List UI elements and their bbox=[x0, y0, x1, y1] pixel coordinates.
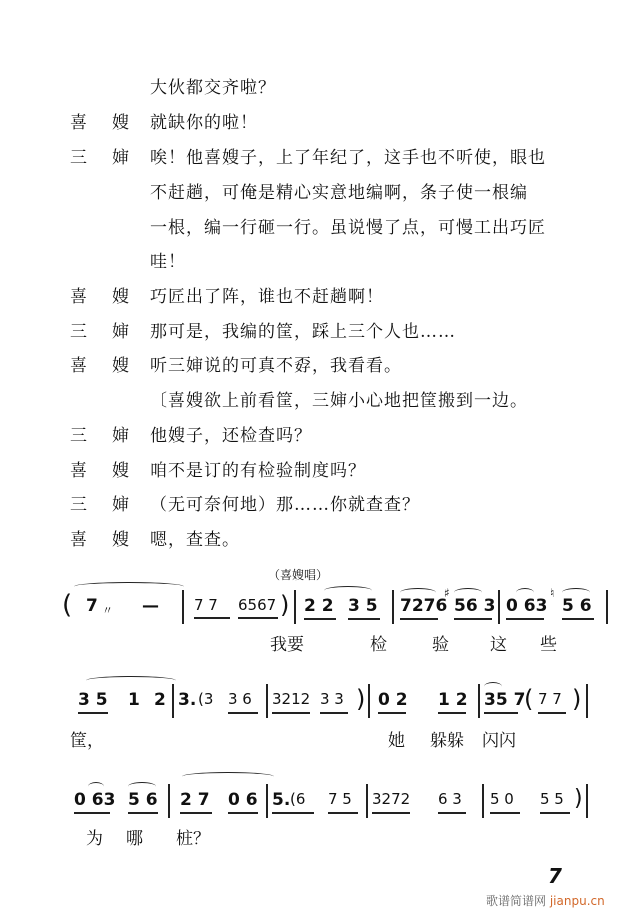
underline bbox=[194, 617, 230, 619]
note: ) bbox=[356, 685, 366, 713]
speaker-name bbox=[70, 148, 130, 168]
note: ) bbox=[572, 685, 582, 713]
speaker-name bbox=[70, 356, 130, 376]
note: 5 6 bbox=[562, 596, 592, 616]
lyric: 筐， bbox=[70, 731, 104, 751]
speaker-char: 三 bbox=[70, 148, 88, 168]
bar-line bbox=[172, 684, 174, 718]
note: 2 7 bbox=[180, 790, 210, 810]
underline bbox=[438, 712, 466, 714]
bar-line bbox=[586, 684, 588, 718]
underline bbox=[238, 617, 278, 619]
slur bbox=[182, 772, 274, 781]
natural-icon: ♮ bbox=[550, 586, 555, 600]
note: 6 3 bbox=[438, 790, 462, 808]
slur bbox=[324, 586, 372, 595]
lyric: 这 bbox=[490, 635, 507, 655]
note: 3212 bbox=[272, 690, 311, 708]
note: 2 bbox=[154, 690, 166, 710]
dialogue-text: 嗯，查查。 bbox=[150, 530, 240, 550]
note: 0 63 bbox=[506, 596, 548, 616]
underline bbox=[228, 812, 258, 814]
speaker-char: 喜 bbox=[70, 113, 88, 133]
speaker-char: 婶 bbox=[112, 495, 130, 515]
note: 3272 bbox=[372, 790, 411, 808]
underline bbox=[304, 618, 336, 620]
dialogue-text: 听三婶说的可真不孬，我看看。 bbox=[150, 356, 402, 376]
underline bbox=[540, 812, 570, 814]
score-row-1 bbox=[62, 586, 592, 636]
note: ) bbox=[574, 786, 583, 811]
tremolo-mark: 〃 bbox=[102, 604, 113, 617]
watermark-cn: 歌谱简谱网 bbox=[486, 894, 547, 908]
underline bbox=[506, 618, 544, 620]
bar-line bbox=[606, 590, 608, 624]
dialogue-text: 巧匠出了阵，谁也不赶趟啊！ bbox=[150, 287, 384, 307]
bar-line bbox=[366, 784, 368, 818]
note: (6 bbox=[290, 790, 306, 808]
note: ) bbox=[280, 591, 290, 619]
underline bbox=[74, 812, 110, 814]
watermark-site: jianpu.cn bbox=[549, 894, 605, 908]
speaker-char: 喜 bbox=[70, 461, 88, 481]
dialogue-text: 他嫂子，还检查吗？ bbox=[150, 426, 312, 446]
bar-line bbox=[266, 684, 268, 718]
lyric: 为 bbox=[86, 829, 103, 849]
speaker-name bbox=[70, 530, 130, 550]
note: 3 5 bbox=[78, 690, 108, 710]
note: 0 2 bbox=[378, 690, 408, 710]
bar-line bbox=[168, 784, 170, 818]
bar-line bbox=[478, 684, 480, 718]
page-number: 7 bbox=[548, 864, 562, 888]
underline bbox=[438, 812, 466, 814]
slur bbox=[86, 676, 176, 685]
note: 1 2 bbox=[438, 690, 468, 710]
underline bbox=[372, 812, 410, 814]
speaker-char: 嫂 bbox=[112, 356, 130, 376]
underline bbox=[180, 812, 212, 814]
note: 0 6 bbox=[228, 790, 258, 810]
stage-direction-text: 〔喜嫂欲上前看筐，三婶小心地把筐搬到一边。 bbox=[150, 391, 528, 411]
underline bbox=[348, 618, 380, 620]
lyric: 她 bbox=[388, 731, 405, 751]
underline bbox=[490, 812, 520, 814]
bar-line bbox=[266, 784, 268, 818]
underline bbox=[484, 712, 518, 714]
bar-line bbox=[498, 590, 500, 624]
lyric: 我要 bbox=[270, 635, 304, 655]
underline bbox=[272, 712, 310, 714]
speaker-name bbox=[70, 113, 130, 133]
watermark bbox=[486, 892, 605, 909]
speaker-char: 三 bbox=[70, 322, 88, 342]
dialogue-text: 咱不是订的有检验制度吗？ bbox=[150, 461, 366, 481]
dialogue-text: 一根，编一行砸一行。虽说慢了点，可慢工出巧匠 bbox=[150, 218, 546, 238]
note: ( bbox=[62, 590, 73, 620]
note: 5 0 bbox=[490, 790, 514, 808]
note: 0 63 bbox=[74, 790, 116, 810]
sharp-icon: ♯ bbox=[444, 586, 450, 600]
speaker-char: 婶 bbox=[112, 322, 130, 342]
underline bbox=[78, 712, 108, 714]
dialogue-text: 哇！ bbox=[150, 252, 186, 272]
bar-line bbox=[294, 590, 296, 624]
note: 35 7 bbox=[484, 690, 526, 710]
note: 7 7 bbox=[538, 690, 562, 708]
speaker-char: 嫂 bbox=[112, 113, 130, 133]
dialogue-text: 就缺你的啦！ bbox=[150, 113, 258, 133]
note: — bbox=[142, 596, 159, 616]
speaker-char: 嫂 bbox=[112, 530, 130, 550]
lyric: 桩？ bbox=[176, 829, 210, 849]
underline bbox=[378, 712, 406, 714]
underline bbox=[128, 812, 158, 814]
bar-line bbox=[392, 590, 394, 624]
underline bbox=[272, 812, 314, 814]
singer-cue: （喜嫂唱） bbox=[268, 568, 329, 582]
lyric: 哪 bbox=[126, 829, 143, 849]
dialogue-text: 大伙都交齐啦？ bbox=[150, 78, 276, 98]
dialogue-text: （无可奈何地）那……你就查查？ bbox=[150, 495, 420, 515]
underline bbox=[538, 712, 566, 714]
speaker-char: 喜 bbox=[70, 356, 88, 376]
speaker-name bbox=[70, 322, 130, 342]
lyric: 躲躲 bbox=[430, 731, 464, 751]
dialogue-text: 不赶趟，可俺是精心实意地编啊，条子使一根编 bbox=[150, 183, 528, 203]
underline bbox=[228, 712, 258, 714]
note: (3 bbox=[198, 690, 214, 708]
score-row-2 bbox=[62, 685, 592, 730]
note: 6567 bbox=[238, 596, 277, 614]
speaker-char: 喜 bbox=[70, 530, 88, 550]
dialogue-text: 唉！他喜嫂子，上了年纪了，这手也不听使，眼也 bbox=[150, 148, 546, 168]
speaker-name bbox=[70, 461, 130, 481]
speaker-name bbox=[70, 495, 130, 515]
note: 5 6 bbox=[128, 790, 158, 810]
speaker-name bbox=[70, 287, 130, 307]
bar-line bbox=[368, 684, 370, 718]
note: 7 bbox=[86, 596, 98, 616]
note: 5. bbox=[272, 790, 291, 810]
dialogue-text: 那可是，我编的筐，踩上三个人也…… bbox=[150, 322, 456, 342]
speaker-char: 三 bbox=[70, 426, 88, 446]
underline bbox=[454, 618, 492, 620]
note: 2 2 bbox=[304, 596, 334, 616]
underline bbox=[328, 812, 358, 814]
bar-line bbox=[586, 784, 588, 818]
note: 3 5 bbox=[348, 596, 378, 616]
lyric: 些 bbox=[540, 635, 557, 655]
bar-line bbox=[482, 784, 484, 818]
lyric: 验 bbox=[432, 635, 449, 655]
note: 1 bbox=[128, 690, 140, 710]
speaker-char: 嫂 bbox=[112, 287, 130, 307]
note: 56 3 bbox=[454, 596, 496, 616]
speaker-char: 喜 bbox=[70, 287, 88, 307]
underline bbox=[320, 712, 348, 714]
underline bbox=[562, 618, 594, 620]
speaker-char: 嫂 bbox=[112, 461, 130, 481]
speaker-char: 婶 bbox=[112, 148, 130, 168]
note: 7276 bbox=[400, 596, 448, 616]
note: 7 5 bbox=[328, 790, 352, 808]
lyric: 检 bbox=[370, 635, 387, 655]
note: 3. bbox=[178, 690, 197, 710]
note: 3 3 bbox=[320, 690, 344, 708]
speaker-char: 三 bbox=[70, 495, 88, 515]
bar-line bbox=[182, 590, 184, 624]
note: 5 5 bbox=[540, 790, 564, 808]
slur bbox=[74, 582, 184, 591]
note: ( bbox=[524, 685, 534, 713]
note: 3 6 bbox=[228, 690, 252, 708]
lyric: 闪闪 bbox=[482, 731, 516, 751]
speaker-name bbox=[70, 426, 130, 446]
speaker-char: 婶 bbox=[112, 426, 130, 446]
note: 7 7 bbox=[194, 596, 218, 614]
underline bbox=[400, 618, 438, 620]
